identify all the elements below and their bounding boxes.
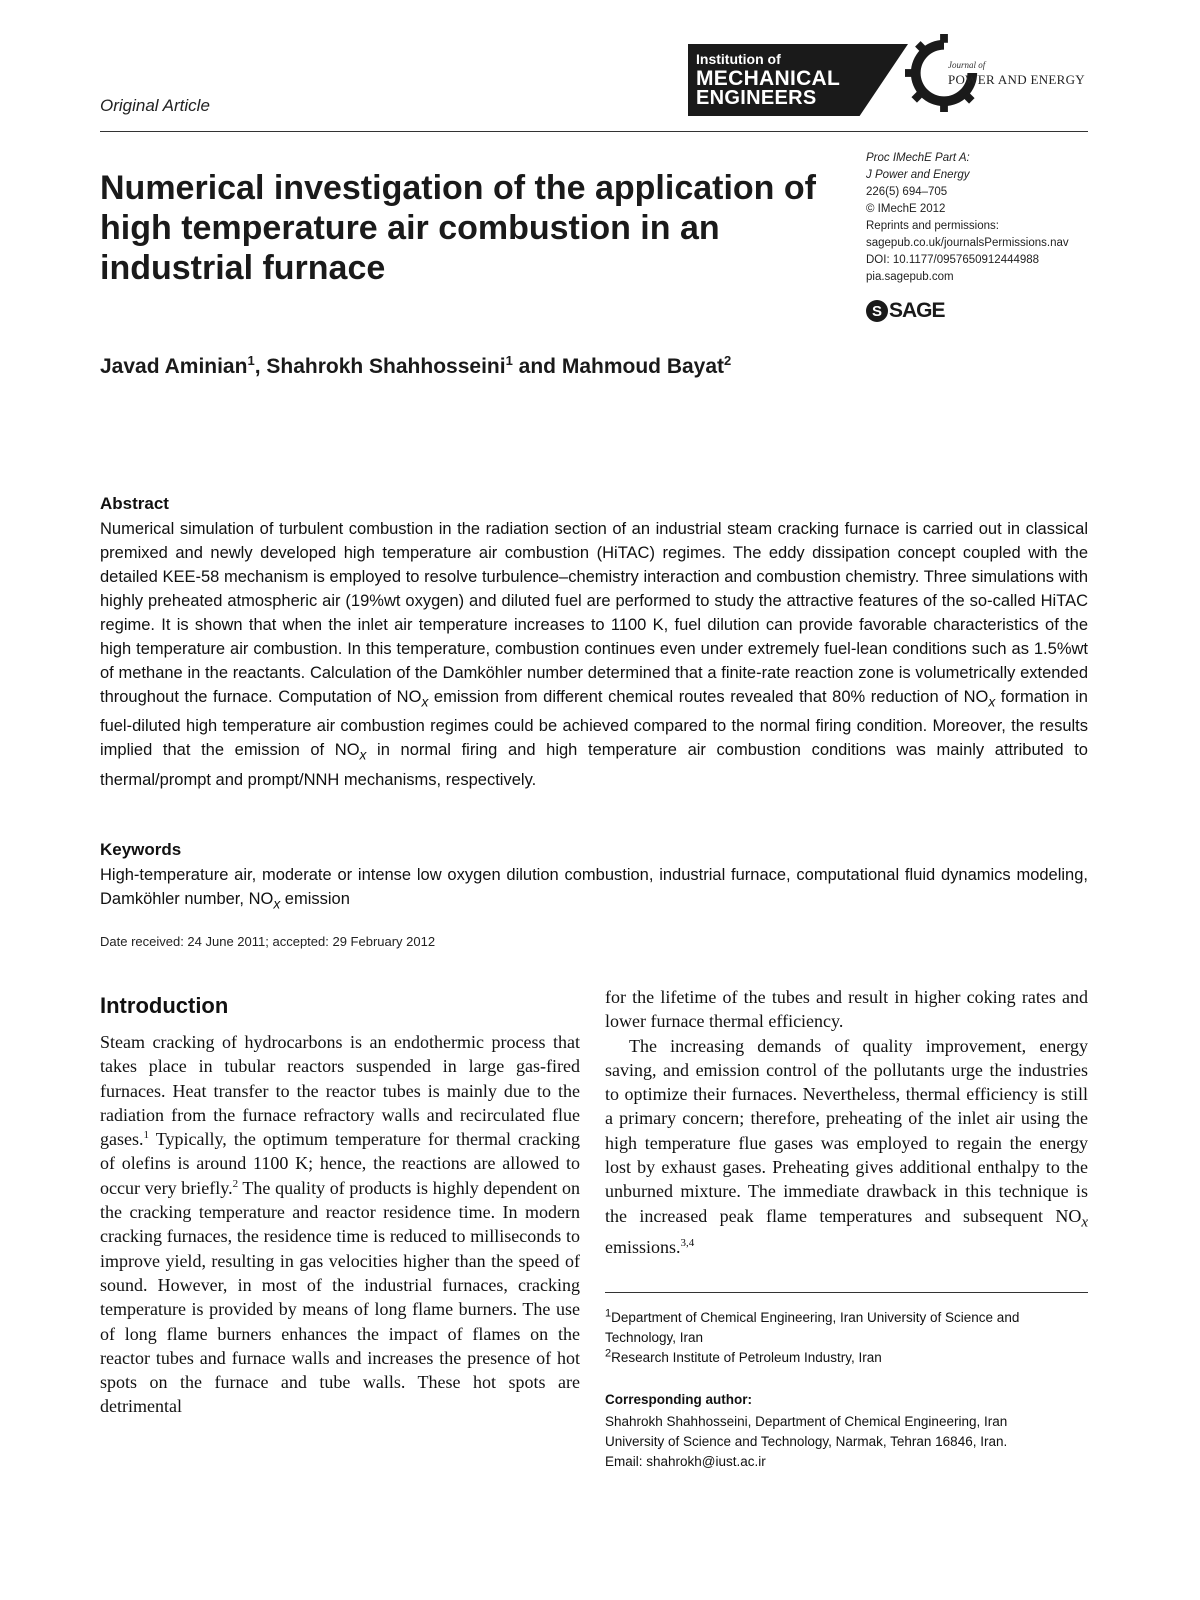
- affiliation-text: Research Institute of Petroleum Industry, Iran: [611, 1350, 882, 1365]
- sage-logo-text: SAGE: [889, 299, 945, 322]
- journal-logo-prefix: Journal of: [948, 60, 986, 70]
- abstract-part: emission from different chemical routes revealed that 80% reduction of NO: [428, 688, 989, 706]
- paper-title: Numerical investigation of the application of high temperature air combustion in an industrial furnace: [100, 169, 816, 287]
- abstract-part: formation in fuel-diluted high temperature air combustion regimes could be achieved compared to the normal firing condition. Moreover, the results implied that the emission of NO: [100, 688, 1088, 760]
- meta-journal-line1: Proc IMechE Part A:: [866, 152, 970, 164]
- sage-logo: [866, 298, 945, 324]
- keywords-main: High-temperature air, moderate or intense low oxygen dilution combustion, industrial furnace, computational fluid dynamics modeling, Damköhler number, NO: [100, 866, 1088, 908]
- meta-copyright: © IMechE 2012: [866, 203, 946, 215]
- citation-ref[interactable]: 2: [232, 1177, 239, 1190]
- paragraph: [605, 1034, 1088, 1259]
- subscript-x: x: [1081, 1214, 1088, 1231]
- imeche-logo-line3: ENGINEERS: [696, 87, 817, 109]
- citation-ref[interactable]: 3,4: [680, 1236, 695, 1249]
- meta-reprints: Reprints and permissions:: [866, 220, 999, 232]
- author-name: Shahrokh Shahhosseini: [266, 355, 506, 378]
- subscript-x: x: [273, 896, 281, 912]
- paragraph: [100, 1030, 580, 1419]
- text-run: The increasing demands of quality improvement, energy saving, and emission control of the pollutants urge the industries to optimize their furnaces. Nevertheless, thermal efficiency is still a primary concern; therefore, preheating of the inlet air using the high temperature flue gases was employed to regain the energy lost by exhaust gases. Preheating gives additional enthalpy to the unburned mixture. The immediate drawback in this technique is the increased peak flame temperatures and subsequent NO: [605, 1035, 1088, 1226]
- header-divider: [100, 131, 1088, 132]
- text-run: The quality of products is highly dependent on the cracking temperature and reactor residence time. In modern cracking furnaces, the residence time is reduced to milliseconds to improve yield, resulting in gas velocities higher than the speed of sound. However, in most of the industrial furnaces, cracking temperature is provided by means of long flame burners. The use of long flame burners enhances the impact of flames on the reactor tubes and furnace walls and increases the presence of hot spots on the furnace and tube walls. These hot spots are detrimental: [100, 1177, 580, 1417]
- affiliation-footnote: [605, 1348, 1088, 1368]
- abstract-part: Numerical simulation of turbulent combustion in the radiation section of an industrial steam cracking furnace is carried out in classical premixed and newly developed high temperature air combustion (HiTAC) regimes. The eddy dissipation concept coupled with the detailed KEE-58 mechanism is employed to resolve turbulence–chemistry interaction and combustion chemistry. Three simulations with highly preheated atmospheric air (19%wt oxygen) and diluted fuel are performed to study the attractive features of the so-called HiTAC regime. It is shown that when the inlet air temperature increases to 1100 K, fuel dilution can provide favorable characteristics of the high temperature air combustion. In this temperature, combustion continues even under extremely fuel-lean conditions such as 1.5%wt of methane in the reactants. Calculation of the Damköhler number determined that a finite-rate reaction zone is volumetrically extended throughout the furnace. Computation of NO: [100, 520, 1088, 706]
- corresponding-line: University of Science and Technology, Narmak, Tehran 16846, Iran.: [605, 1434, 1008, 1449]
- subscript-x: x: [359, 747, 367, 763]
- text-run: Typically, the optimum temperature for thermal cracking of olefins is around 1100 K; hence, the reactions are allowed to occur very briefly.: [100, 1129, 580, 1198]
- keywords-heading: Keywords: [100, 840, 182, 859]
- author-name: Mahmoud Bayat: [561, 355, 725, 378]
- author-affil-mark: 1: [505, 353, 513, 368]
- meta-site[interactable]: pia.sagepub.com: [866, 271, 954, 283]
- abstract-text: [100, 517, 1088, 792]
- author-affil-mark: 2: [724, 353, 732, 368]
- corresponding-author-heading: Corresponding author:: [605, 1392, 752, 1407]
- meta-reprints-url[interactable]: sagepub.co.uk/journalsPermissions.nav: [866, 237, 1069, 249]
- affiliation-footnote: [605, 1308, 1088, 1348]
- imeche-logo-line2: MECHANICAL: [696, 67, 841, 90]
- affil-mark: 1: [605, 1307, 612, 1320]
- author-affil-mark: 1: [247, 353, 255, 368]
- abstract-heading: Abstract: [100, 494, 169, 513]
- body-column-left: [100, 1030, 580, 1419]
- abstract-part: in normal firing and high temperature air combustion conditions was mainly attributed to thermal/prompt and prompt/NNH mechanisms, respectively.: [100, 741, 1088, 789]
- imeche-logo-line1: Institution of: [696, 51, 781, 67]
- imeche-logo: [688, 44, 908, 116]
- section-heading-introduction: Introduction: [100, 993, 229, 1018]
- subscript-x: x: [988, 694, 996, 710]
- author-separator: ,: [254, 355, 267, 378]
- corresponding-email[interactable]: Email: shahrokh@iust.ac.ir: [605, 1454, 766, 1469]
- article-type: Original Article: [100, 96, 210, 115]
- footnote-divider: [605, 1292, 1088, 1293]
- corresponding-line: Shahrokh Shahhosseini, Department of Chemical Engineering, Iran: [605, 1414, 1008, 1429]
- subscript-x: x: [421, 694, 429, 710]
- sage-logo-mark: S: [866, 300, 888, 322]
- author-list: [100, 353, 731, 379]
- meta-doi[interactable]: DOI: 10.1177/0957650912444988: [866, 254, 1040, 266]
- author-name: Javad Aminian: [100, 355, 248, 378]
- text-run: Steam cracking of hydrocarbons is an endothermic process that takes place in tubular reactors suspended in large gas-fired furnaces. Heat transfer to the reactor tubes is mainly due to the radiation from the furnace refractory walls and recirculated flue gases.: [100, 1032, 580, 1150]
- affil-mark: 2: [605, 1347, 612, 1360]
- date-received: Date received: 24 June 2011; accepted: 29 February 2012: [100, 934, 436, 949]
- affiliation-text: Department of Chemical Engineering, Iran University of Science and Technology, Iran: [605, 1310, 1020, 1345]
- meta-journal-line2: J Power and Energy: [866, 169, 970, 181]
- corresponding-author-details: [605, 1412, 1088, 1472]
- keywords-text: [100, 863, 1088, 916]
- author-conjunction: and: [512, 355, 562, 378]
- journal-logo-name: POWER AND ENERGY: [948, 72, 1085, 87]
- meta-volume: 226(5) 694–705: [866, 186, 948, 198]
- publication-meta: [866, 150, 1096, 286]
- citation-ref[interactable]: 1: [143, 1129, 149, 1142]
- paragraph: for the lifetime of the tubes and result in higher coking rates and lower furnace thermal efficiency.: [605, 987, 1088, 1032]
- body-column-right: [605, 985, 1088, 1259]
- keywords-end: emission: [280, 890, 350, 908]
- text-run: emissions.: [605, 1236, 681, 1257]
